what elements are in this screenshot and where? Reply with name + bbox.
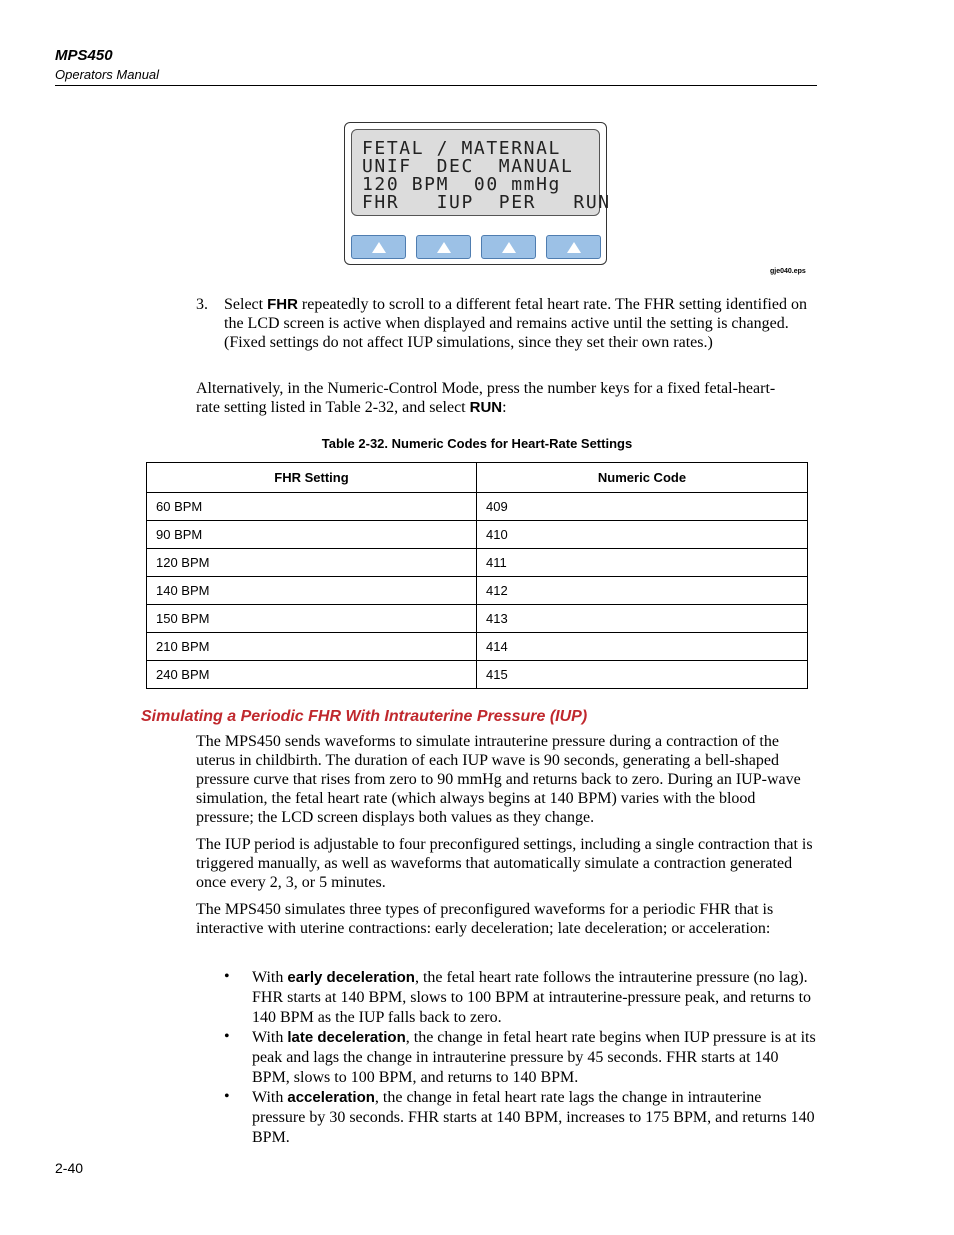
up-arrow-icon [502, 242, 516, 253]
header-rule [55, 85, 817, 86]
column-header: Numeric Code [477, 463, 808, 493]
body-paragraph: The MPS450 simulates three types of preconfigured waveforms for a periodic FHR that is interactive with uterine contractions: early deceleration; late deceleration; or acceleration: [196, 901, 774, 937]
table-row [147, 605, 808, 633]
alternative-paragraph: Alternatively, in the Numeric-Control Mode, press the number keys for a fixed fetal-heart-rate setting listed in Table 2-32, and select RUN: [196, 380, 776, 416]
table-row [147, 633, 808, 661]
body-paragraph: The MPS450 sends waveforms to simulate intrauterine pressure during a contraction of the uterus in childbirth. The duration of each IUP wave is 90 seconds, generating a bell-shaped pressure curve that rises from zero to 90 mmHg and returns back to zero. During an IUP-wave simulation, the fetal heart rate (which always begins at 140 BPM) varies with the blood pressure; the LCD screen displays both values as they change. [196, 733, 801, 826]
lcd-line-3: 120 BPM 00 mmHg [362, 174, 561, 195]
softkey-2-button [416, 235, 471, 259]
fhr-setting-cell: 120 BPM [147, 549, 477, 577]
table-row [147, 661, 808, 689]
lcd-panel-figure [344, 122, 611, 265]
softkey-4-button [546, 235, 601, 259]
bullet-acceleration: With acceleration, the change in fetal heart rate lags the change in intrauterine pressure by 30 seconds. FHR starts at 140 BPM, increases to 175 BPM, and returns 140 BPM. [252, 1089, 815, 1146]
numeric-code-cell: 410 [477, 521, 808, 549]
numeric-code-cell: 412 [477, 577, 808, 605]
figure-id: gje040.eps [770, 268, 806, 275]
fhr-setting-cell: 140 BPM [147, 577, 477, 605]
numeric-code-cell: 414 [477, 633, 808, 661]
table-row [147, 549, 808, 577]
table-caption: Table 2-32. Numeric Codes for Heart-Rate Settings [321, 436, 633, 451]
page-number: 2-40 [55, 1160, 84, 1176]
fhr-key-label: FHR [267, 296, 298, 313]
fhr-setting-cell: 150 BPM [147, 605, 477, 633]
lcd-line-2: UNIF DEC MANUAL [362, 156, 574, 177]
up-arrow-icon [372, 242, 386, 253]
lcd-screen [351, 129, 611, 216]
table-row [147, 577, 808, 605]
table-row [147, 493, 808, 521]
column-header: FHR Setting [147, 463, 477, 493]
table-header-row [147, 463, 808, 493]
step-3-text: Select FHR repeatedly to scroll to a different fetal heart rate. The FHR setting identified on the LCD screen is active when displayed and remains active until the setting is changed. (Fixed settings do not affect IUP simulations, since they set their own rates.) [224, 296, 807, 351]
run-key-label: RUN [469, 399, 503, 416]
step-number: 3. [196, 296, 208, 313]
numeric-code-cell: 413 [477, 605, 808, 633]
bullet-glyph: • [224, 968, 230, 985]
bullet-early-deceleration: With early deceleration, the fetal heart rate follows the intrauterine pressure (no lag). FHR starts at 140 BPM, slows to 100 BPM at intrauterine-pressure peak, and returns to 140 BPM as the IUP falls back to zero. [252, 969, 812, 1026]
fhr-setting-cell: 60 BPM [147, 493, 477, 521]
table-row [147, 521, 808, 549]
fhr-setting-cell: 240 BPM [147, 661, 477, 689]
body-paragraph: The IUP period is adjustable to four preconfigured settings, including a single contraction that is triggered manually, as well as waveforms that automatically simulate a contraction generated once every 2, 3, or 5 minutes. [196, 836, 813, 891]
bullet-glyph: • [224, 1028, 230, 1045]
lcd-line-4: FHR IUP PER RUN [362, 192, 611, 213]
bullet-term: early deceleration [287, 969, 415, 986]
heart-rate-codes-table [146, 462, 808, 689]
up-arrow-icon [567, 242, 581, 253]
softkey-1-button [351, 235, 406, 259]
numeric-code-cell: 411 [477, 549, 808, 577]
numeric-code-cell: 415 [477, 661, 808, 689]
bullet-glyph: • [224, 1088, 230, 1105]
up-arrow-icon [437, 242, 451, 253]
softkey-3-button [481, 235, 536, 259]
numeric-code-cell: 409 [477, 493, 808, 521]
fhr-setting-cell: 210 BPM [147, 633, 477, 661]
bullet-late-deceleration: With late deceleration, the change in fetal heart rate begins when IUP pressure is at its peak and lags the change in intrauterine pressure by 45 seconds. FHR starts at 140 BPM, slows to 100 BPM, and returns to 140 BPM. [252, 1029, 816, 1086]
bullet-term: acceleration [287, 1089, 375, 1106]
manual-title: MPS450 [55, 47, 113, 64]
manual-subtitle: Operators Manual [55, 67, 160, 82]
section-heading: Simulating a Periodic FHR With Intrauterine Pressure (IUP) [141, 708, 588, 725]
bullet-term: late deceleration [287, 1029, 406, 1046]
fhr-setting-cell: 90 BPM [147, 521, 477, 549]
lcd-line-1: FETAL / MATERNAL [362, 138, 561, 159]
